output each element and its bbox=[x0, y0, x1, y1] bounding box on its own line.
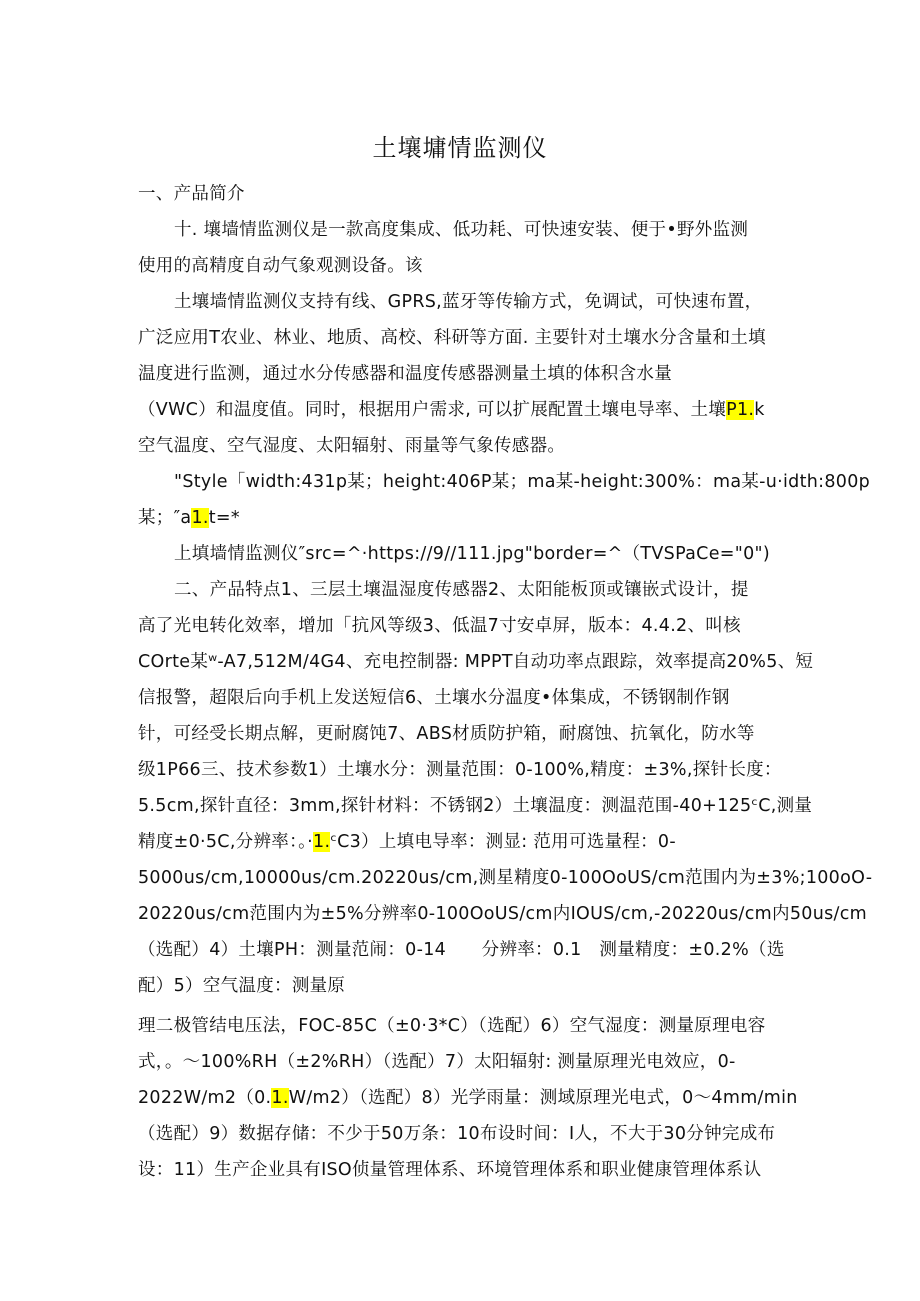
paragraph-line: 配）5）空气温度：测量原 bbox=[138, 976, 346, 996]
paragraph-line: 二、产品特点1、三层土壤温湿度传感器2、太阳能板顶或镶嵌式设计，提 bbox=[174, 580, 749, 600]
paragraph-line: 5000us∕cm,10000us∕cm.20220us∕cm,测星精度0-100OoUS/cm范围内为±3%;100oO- bbox=[138, 868, 873, 888]
paragraph-line: 使用的高精度自动气象观测设备。该 bbox=[138, 256, 423, 276]
code-residue-line: "Style「width:431p某；height:406P某；ma某-height:300%：ma某-u·idth:800p bbox=[174, 472, 871, 492]
paragraph-line: 十. 壤墙情监测仪是一款高度集成、低功耗、可快速安装、便于•野外监测 bbox=[174, 220, 749, 240]
text-span: W∕m2）（选配）8）光学雨量：测域原理光电式，0〜4mm∕min bbox=[288, 1088, 798, 1108]
text-span: t=* bbox=[208, 508, 240, 528]
paragraph-line: 广泛应用T农业、林业、地质、高校、科研等方面. 主要针对土壤水分含量和土填 bbox=[138, 328, 766, 348]
paragraph-line: 级1P66三、技术参数1）土壤水分：测量范围：0-100%,精度：±3%,探针长度： bbox=[138, 760, 782, 780]
paragraph-line bbox=[138, 830, 676, 854]
paragraph-line: 空气温度、空气湿度、太阳辐射、雨量等气象传感器。 bbox=[138, 436, 566, 456]
paragraph-line: 针，可经受长期点解，更耐腐饨7、ABS材质防护箱，耐腐蚀、抗氧化，防水等 bbox=[138, 724, 755, 744]
paragraph-line: 土壤墙情监测仪支持有线、GPRS,蓝牙等传输方式，免调试，可快速布置， bbox=[174, 292, 763, 312]
text-span: 2022W∕m2（0. bbox=[138, 1088, 272, 1108]
text-span: ᶜC3）上填电导率：测显: 范用可选量程：0- bbox=[330, 832, 676, 852]
page-title: 土壤墉情监测仪 bbox=[372, 134, 548, 162]
highlight-mark: P1. bbox=[726, 400, 755, 420]
paragraph-line bbox=[138, 1086, 798, 1110]
code-residue-line: 上填墙情监测仪″src=^·https://9//111.jpg"border=^（TVSPaCe="0") bbox=[174, 544, 770, 564]
code-residue-line bbox=[138, 506, 240, 530]
paragraph-line: 设：11）生产企业具有ISO侦量管理体系、环境管理体系和职业健康管理体系认 bbox=[138, 1160, 762, 1180]
text-span: （VWC）和温度值。同时，根据用户需求, 可以扩展配置土壤电导率、土壤 bbox=[138, 400, 727, 420]
highlight-mark: 1. bbox=[271, 1088, 289, 1108]
paragraph-line: 理二极管结电压法，FOC-85C（±0·3*C）（选配）6）空气湿度：测量原理电容 bbox=[138, 1016, 766, 1036]
paragraph-line: COrte某ʷ-A7,512M/4G4、充电控制器: MPPT自动功率点跟踪，效率提高20%5、短 bbox=[138, 652, 814, 672]
text-span: k bbox=[754, 400, 765, 420]
text-span: 精度±0·5C,分辨率：。· bbox=[138, 832, 314, 852]
paragraph-line: 20220us∕cm范围内为±5%分辨率0-100OoUS/cm内IOUS/cm,-20220us∕cm内50us∕cm bbox=[138, 904, 867, 924]
highlight-mark: 1. bbox=[313, 832, 331, 852]
paragraph-line: （选配）4）土壤PH：测量范闹：0-14 分辨率：0.1 测量精度：±0.2%（选 bbox=[138, 940, 785, 960]
paragraph-line bbox=[138, 398, 765, 422]
text-span: 某；″a bbox=[138, 508, 192, 528]
paragraph-line: 高了光电转化效率，增加「抗风等级3、低温7寸安卓屏，版本：4.4.2、叫核 bbox=[138, 616, 741, 636]
paragraph-line: 5.5cm,探针直径：3mm,探针材料：不锈钢2）土壤温度：测温范围-40+125ᶜC,测量 bbox=[138, 796, 813, 816]
highlight-mark: 1. bbox=[191, 508, 209, 528]
paragraph-line: 式，。〜100%RH（±2%RH）（选配）7）太阳辐射: 测量原理光电效应，0- bbox=[138, 1052, 736, 1072]
paragraph-line: 温度进行监测，通过水分传感器和温度传感器测量土填的体积含水量 bbox=[138, 364, 672, 384]
section-heading-intro: 一、产品简介 bbox=[138, 184, 245, 204]
paragraph-line: 信报警，超限后向手机上发送短信6、土壤水分温度•体集成，不锈钢制作钢 bbox=[138, 688, 730, 708]
paragraph-line: （选配）9）数据存储：不少于50万条：10布设时间：I人，不大于30分钟完成布 bbox=[138, 1124, 776, 1144]
